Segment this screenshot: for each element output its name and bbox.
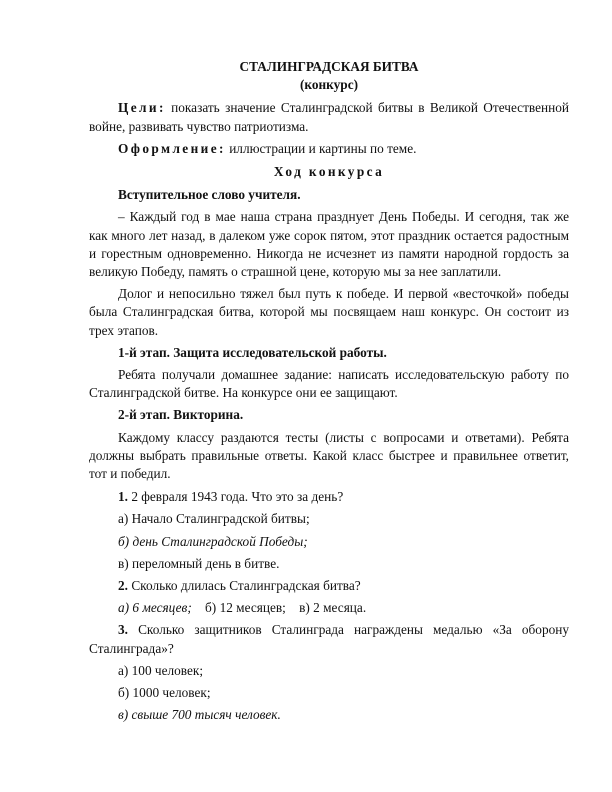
answer-1a: а) Начало Сталинградской битвы; [118, 511, 310, 527]
answer-1b: б) день Сталинградской Победы; [118, 533, 308, 549]
question-2: 2. Сколько длилась Сталинградская битва? [118, 578, 361, 594]
intro-heading: Вступительное слово учителя. [118, 187, 301, 203]
design-label: Оформление: [118, 140, 226, 156]
page-subtitle: (конкурс) [299, 77, 359, 93]
answers-2-row [89, 599, 569, 617]
answer-2a: а) 6 месяцев; [118, 600, 192, 616]
text-column [89, 58, 569, 725]
design-text: иллюстрации и картины по теме. [229, 140, 417, 156]
course-heading: Ход конкурса [273, 164, 385, 180]
answer-3c: в) свыше 700 тысяч человек. [118, 707, 281, 723]
intro-paragraph-2: Долог и непосильно тяжел был путь к победе. И первой «весточкой» победы была Сталинградская битва, которой мы посвящаем наш конкурс. Он состоит из трех этапов. [89, 286, 569, 338]
stage2-heading: 2-й этап. Викторина. [118, 407, 244, 423]
stage1-heading: 1-й этап. Защита исследовательской работы. [118, 344, 387, 360]
answer-3b: б) 1000 человек; [118, 685, 211, 701]
stage1-text: Ребята получали домашнее задание: написать исследовательскую работу по Сталинградской битве. На конкурсе они ее защищают. [89, 367, 569, 401]
stage2-text: Каждому классу раздаются тесты (листы с вопросами и ответами). Ребята должны выбрать правильные ответы. Какой класс быстрее и правильнее ответит, тот и победил. [89, 429, 569, 482]
intro-paragraph-1: – Каждый год в мае наша страна празднует День Победы. И сегодня, так же как много лет назад, в далеком уже сорок пятом, этот праздник остается радостным и горестным одновременно. Никогда не исчезнет из памяти народной гордость за великую Победу, память о страшной цене, которую мы за нее заплатили. [89, 209, 569, 280]
answer-1c: в) переломный день в битве. [118, 555, 280, 571]
goals-paragraph [89, 99, 569, 135]
answer-2c: в) 2 месяца. [299, 600, 367, 616]
goals-label: Цели: [118, 100, 166, 116]
design-paragraph [89, 140, 569, 158]
answer-2b: б) 12 месяцев; [205, 600, 286, 616]
answer-3a: а) 100 человек; [118, 662, 204, 678]
page-title: СТАЛИНГРАДСКАЯ БИТВА [239, 59, 419, 74]
question-3: 3. Сколько защитников Сталинграда награждены медалью «За оборону Сталинграда»? [89, 622, 570, 656]
question-1: 1. 2 февраля 1943 года. Что это за день? [118, 489, 344, 505]
goals-text: показать значение Сталинградской битвы в Великой Отечественной войне, развивать чувство патриотизма. [89, 100, 569, 134]
